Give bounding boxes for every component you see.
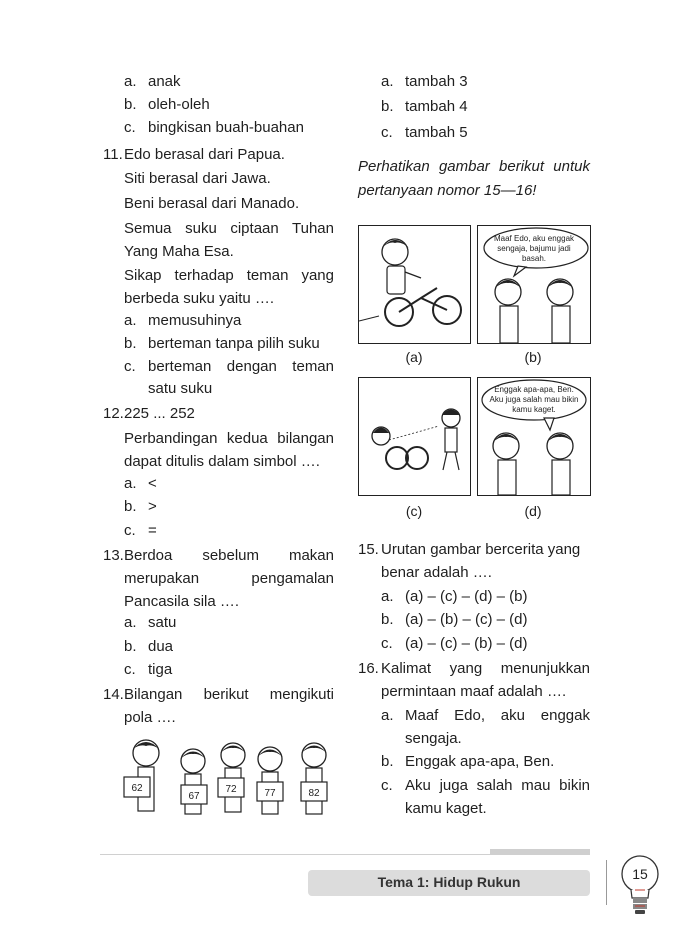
question-text: pola …. [124,709,176,726]
option-letter: b. [124,638,137,655]
question-number: 12. [103,405,124,422]
card-number: 62 [131,783,143,794]
card-number: 77 [264,788,276,799]
option-letter: a. [124,614,137,631]
option-text: (a) – (b) – (c) – (d) [405,611,528,628]
picture-panel-a [358,225,471,344]
question-text: Pancasila sila …. [124,593,240,610]
option-text: tambah 4 [405,98,468,115]
option-text: tambah 5 [405,124,468,141]
option-text: memusuhinya [148,312,242,329]
question-text: Edo berasal dari Papua. [124,146,285,163]
option-letter: b. [124,498,137,515]
question-text: Bilangan berikut mengikuti [124,686,334,703]
option-letter: c. [124,119,136,136]
option-text: sengaja. [405,730,462,747]
question-text: permintaan maaf adalah …. [381,683,567,700]
panel-caption-b: (b) [524,349,542,365]
option-letter: b. [381,753,394,770]
option-text: berteman tanpa pilih suku [148,335,320,352]
boy-cleaning-bicycle-illustration [359,226,470,343]
question-text: merupakan pengamalan [124,570,334,587]
lightbulb-icon [618,852,662,918]
question-text: Siti berasal dari Jawa. [124,170,271,187]
instruction-text: Perhatikan gambar berikut untuk [358,158,590,175]
question-text: benar adalah …. [381,564,492,581]
question-text: Sikap terhadap teman yang [124,267,334,284]
option-text: (a) – (c) – (d) – (b) [405,588,528,605]
boy-spraying-water-illustration [359,378,470,495]
option-text: satu [148,614,177,631]
option-text: kamu kaget. [405,800,487,817]
option-text: tambah 3 [405,73,468,90]
kid-3 [218,743,245,812]
kid-2 [181,749,207,814]
option-text: berteman dengan teman [148,358,334,375]
option-letter: c. [381,124,393,141]
option-letter: b. [124,335,137,352]
speech-bubble-text: Enggak apa-apa, Ben. Aku juga salah mau bikin kamu kaget. [489,385,579,414]
kid-5 [301,743,327,814]
footer-theme-title: Tema 1: Hidup Rukun [377,874,521,890]
question-text: Urutan gambar bercerita yang [381,541,581,558]
footer-vertical-divider [606,860,607,905]
option-letter: a. [381,588,394,605]
instruction-text: pertanyaan nomor 15—16! [358,182,537,199]
option-text: > [148,498,157,515]
question-text: 225 ... 252 [124,405,195,422]
option-text: Enggak apa-apa, Ben. [405,753,555,770]
question-number: 11. [103,146,123,163]
option-letter: c. [124,358,136,375]
kid-4 [257,747,283,814]
question-number: 15. [358,541,379,558]
option-letter: b. [381,98,394,115]
question-text: Yang Maha Esa. [124,243,234,260]
question-text: Semua suku ciptaan Tuhan [124,220,334,237]
question-number: 14. [103,686,124,703]
question-text: Beni berasal dari Manado. [124,195,300,212]
option-text: = [148,522,157,539]
question-text: Berdoa sebelum makan [124,547,334,564]
option-letter: c. [381,635,393,652]
option-text: dua [148,638,174,655]
option-letter: c. [124,522,136,539]
page-number: 15 [632,866,648,882]
card-number: 72 [225,784,237,795]
panel-caption-a: (a) [405,349,423,365]
option-text: satu suku [148,380,213,397]
option-text: < [148,475,157,492]
option-text: bingkisan buah-buahan [148,119,304,136]
option-text: tiga [148,661,173,678]
option-letter: c. [381,777,393,794]
option-letter: a. [124,312,137,329]
picture-panel-d [477,377,591,496]
option-letter: b. [381,611,394,628]
card-number: 67 [188,791,200,802]
kids-number-cards-illustration [118,735,338,820]
option-letter: a. [381,707,394,724]
panel-caption-c: (c) [405,503,423,519]
kid-1 [124,740,159,811]
picture-panel-c [358,377,471,496]
speech-bubble-text: Maaf Edo, aku enggak sengaja, bajumu jadi basah. [493,234,575,263]
question-text: dapat ditulis dalam simbol …. [124,453,320,470]
card-number: 82 [308,788,320,799]
footer-accent-bar [490,849,590,855]
option-text: Maaf Edo, aku enggak [405,707,590,724]
question-text: Kalimat yang menunjukkan [381,660,590,677]
option-text: oleh-oleh [148,96,210,113]
option-text: (a) – (c) – (b) – (d) [405,635,528,652]
option-letter: c. [124,661,136,678]
question-text: berbeda suku yaitu …. [124,290,275,307]
option-letter: a. [381,73,394,90]
option-letter: a. [124,475,137,492]
question-number: 13. [103,547,124,564]
question-text: Perbandingan kedua bilangan [124,430,334,447]
panel-caption-d: (d) [524,503,542,519]
option-letter: b. [124,96,137,113]
question-number: 16. [358,660,379,677]
option-text: anak [148,73,181,90]
picture-panel-b [477,225,591,344]
option-text: Aku juga salah mau bikin [405,777,590,794]
option-letter: a. [124,73,137,90]
